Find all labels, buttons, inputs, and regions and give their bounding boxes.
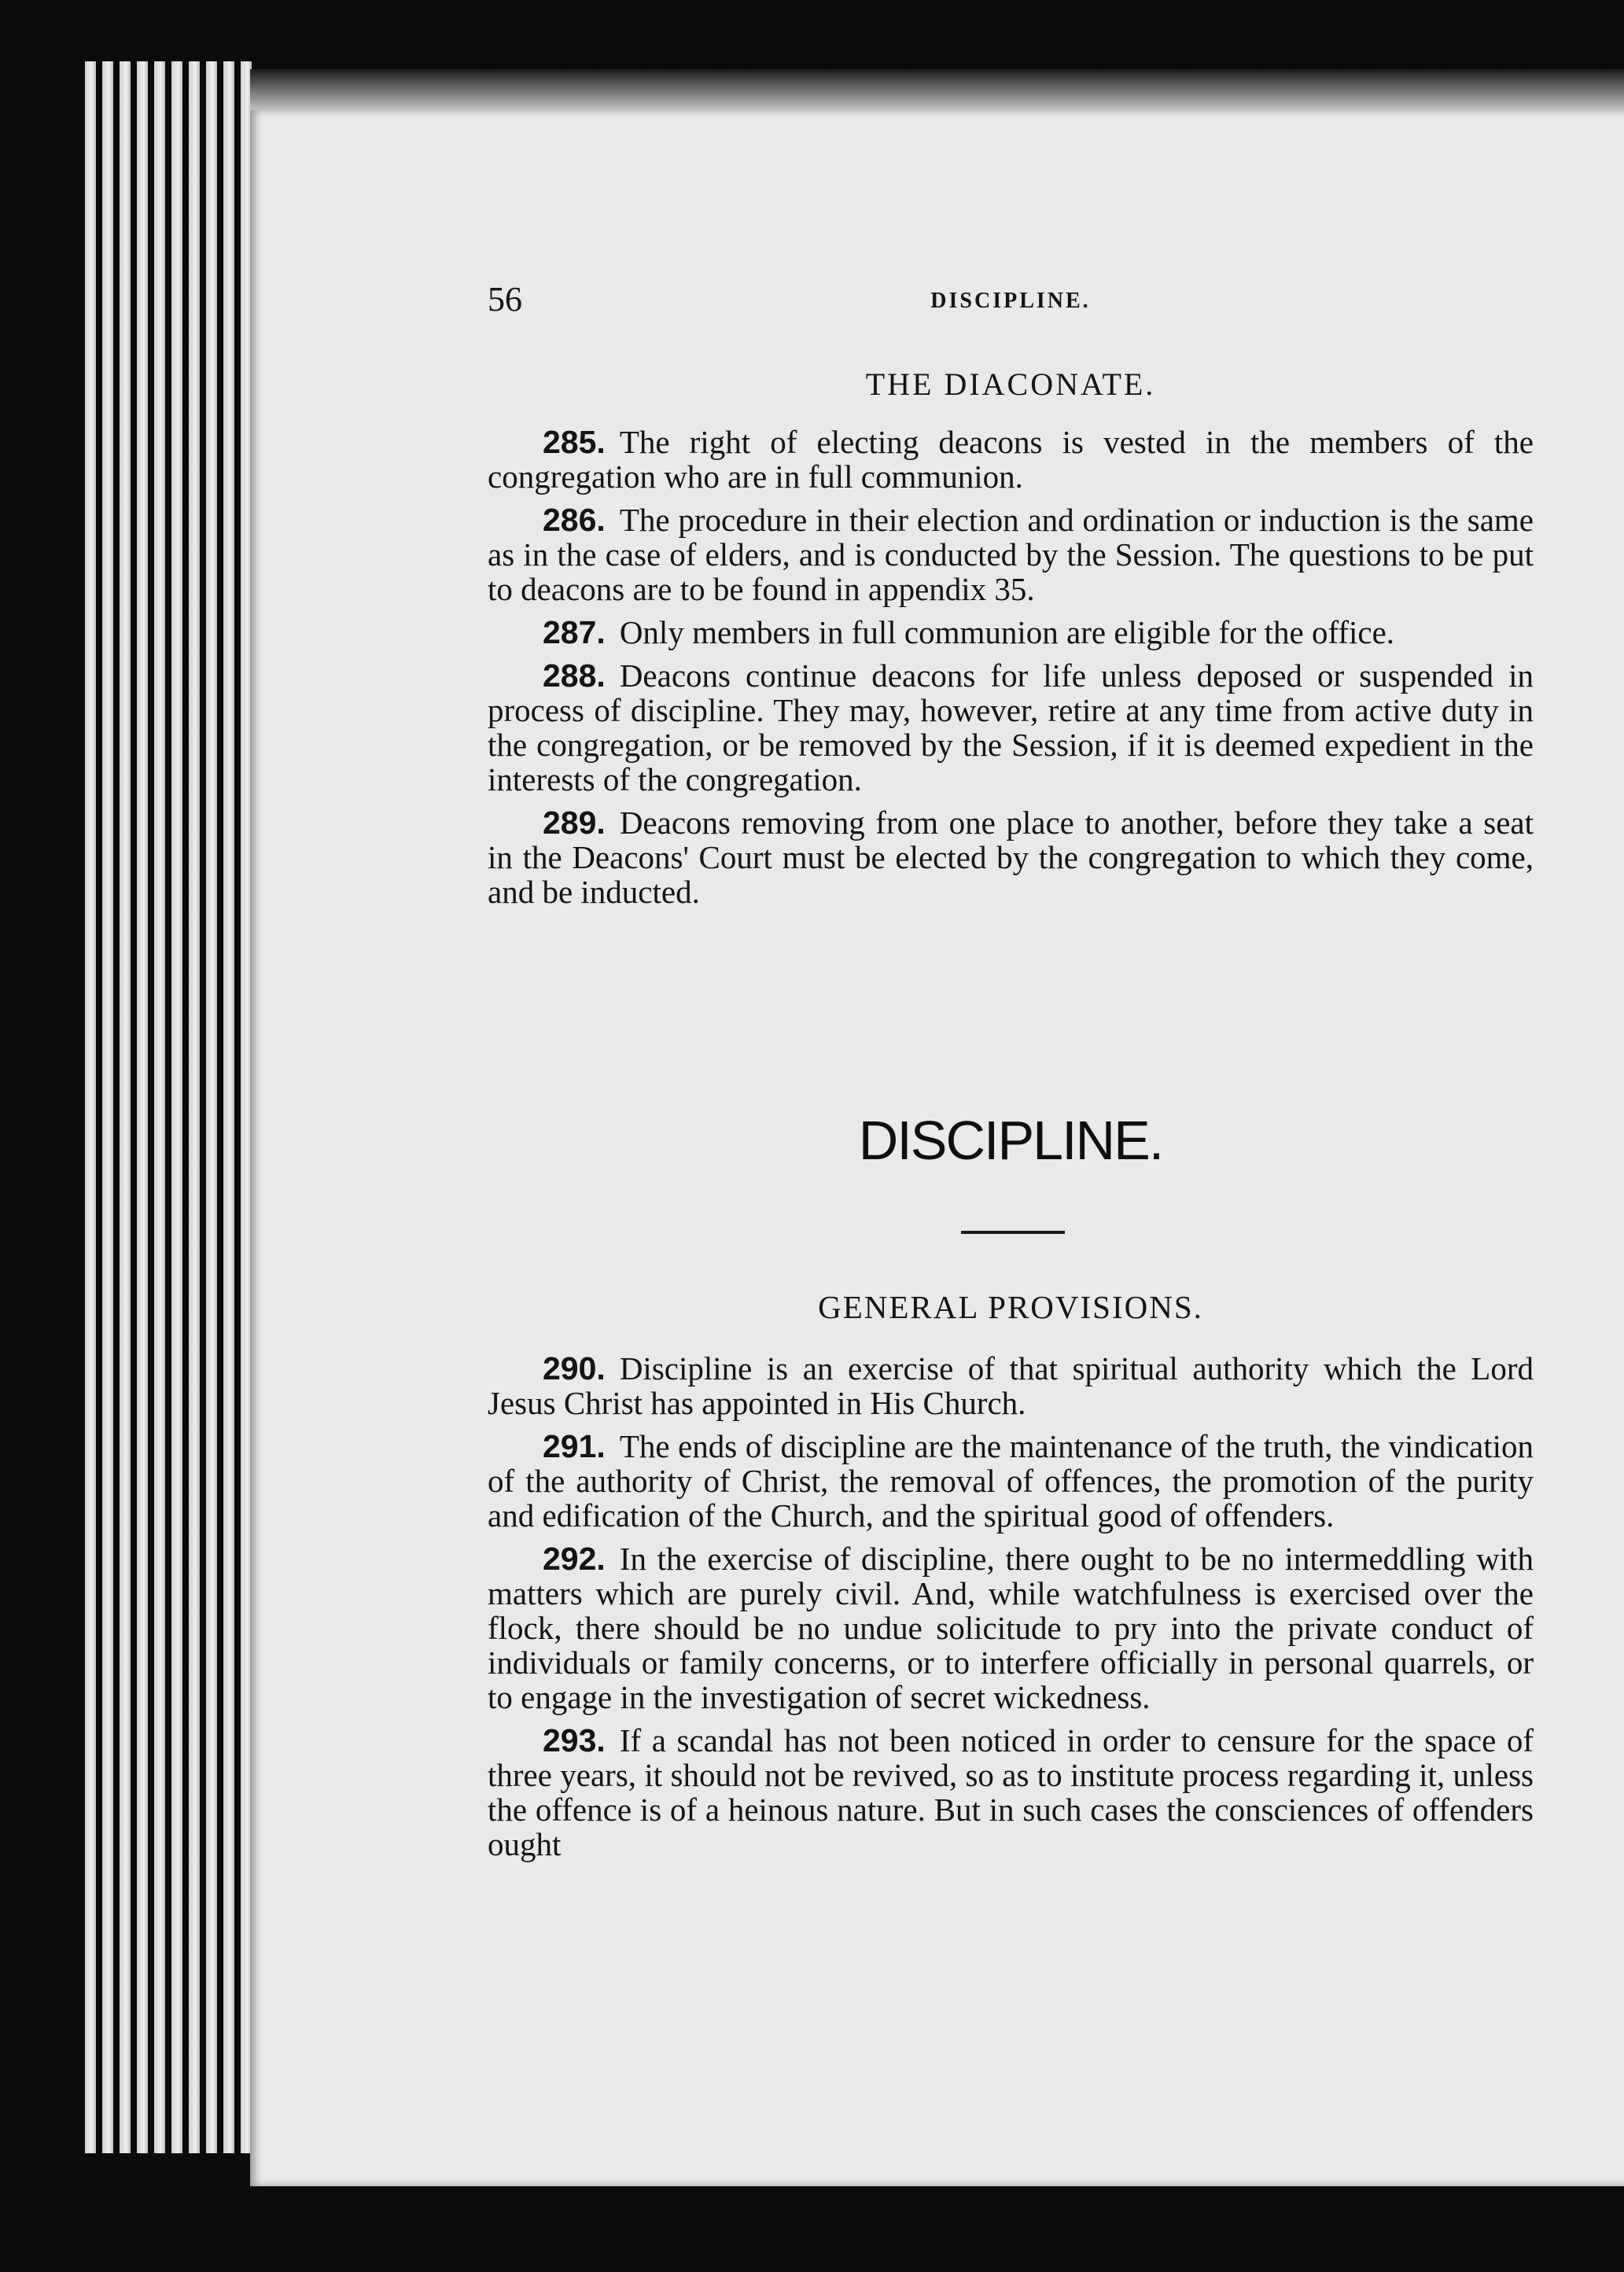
running-header	[488, 279, 1534, 326]
paragraph-text: Deacons continue deacons for life unless deposed or suspended in process of discipline. They may, however, retire at any time from active duty in the congregation, or be removed by the Session, if it is deemed expedient in the interests of the congregation.	[488, 657, 1534, 797]
paragraph-290	[488, 1351, 1534, 1420]
paragraph-number: 289.	[543, 805, 606, 841]
discipline-paragraphs	[488, 1351, 1534, 1870]
paragraph-291	[488, 1429, 1534, 1533]
diaconate-paragraphs	[488, 425, 1534, 918]
page-number: 56	[488, 280, 522, 319]
paragraph-285	[488, 425, 1534, 494]
paragraph-number: 290.	[543, 1350, 606, 1386]
paragraph-number: 286.	[543, 502, 606, 538]
paragraph-293	[488, 1723, 1534, 1861]
paragraph-text: Only members in full communion are eligible for the office.	[619, 614, 1395, 650]
heading-rule	[961, 1231, 1065, 1234]
paragraph-number: 292.	[543, 1541, 606, 1577]
section-title-diaconate: THE DIACONATE.	[865, 366, 1156, 402]
paragraph-text: Discipline is an exercise of that spiritual authority which the Lord Jesus Christ has appointed in His Church.	[488, 1350, 1534, 1421]
paragraph-text: The right of electing deacons is vested in the members of the congregation who are in full communion.	[488, 424, 1534, 495]
page-top-shadow	[250, 69, 1624, 116]
paragraph-number: 285.	[543, 424, 606, 460]
paragraph-text: The ends of discipline are the maintenance of the truth, the vindication of the authority of Christ, the removal of offences, the promotion of the purity and edification of the Church, and the spiritual good of offenders.	[488, 1428, 1534, 1534]
paragraph-text: In the exercise of discipline, there ought to be no intermeddling with matters which are purely civil. And, while watchfulness is exercised over the flock, there should be no undue solicitude to pry into the private conduct of individuals or family concerns, or to interfere officially in personal quarrels, or to engage in the investigation of secret wickedness.	[488, 1541, 1534, 1715]
paragraph-text: The procedure in their election and ordination or induction is the same as in the case of elders, and is conducted by the Session. The questions to be put to deacons are to be found in appendix 35.	[488, 502, 1534, 607]
paragraph-number: 293.	[543, 1722, 606, 1758]
paragraph-286	[488, 503, 1534, 606]
paragraph-number: 291.	[543, 1428, 606, 1464]
paragraph-text: If a scandal has not been noticed in order to censure for the space of three years, it should not be revived, so as to institute process regarding it, unless the offence is of a heinous nature. But in such cases the consciences of offenders ought	[488, 1722, 1534, 1862]
section-title-general-provisions: GENERAL PROVISIONS.	[818, 1289, 1203, 1325]
paragraph-292	[488, 1541, 1534, 1714]
paragraph-287	[488, 615, 1534, 650]
chapter-heading: DISCIPLINE.	[858, 1110, 1163, 1171]
paragraph-288	[488, 658, 1534, 797]
running-title: DISCIPLINE.	[930, 289, 1091, 313]
paragraph-number: 288.	[543, 657, 606, 694]
book-page-edges	[85, 61, 274, 2153]
paragraph-text: Deacons removing from one place to another, before they take a seat in the Deacons' Court must be elected by the congregation to which they come, and be inducted.	[488, 805, 1534, 910]
paragraph-289	[488, 805, 1534, 909]
paragraph-number: 287.	[543, 614, 606, 650]
